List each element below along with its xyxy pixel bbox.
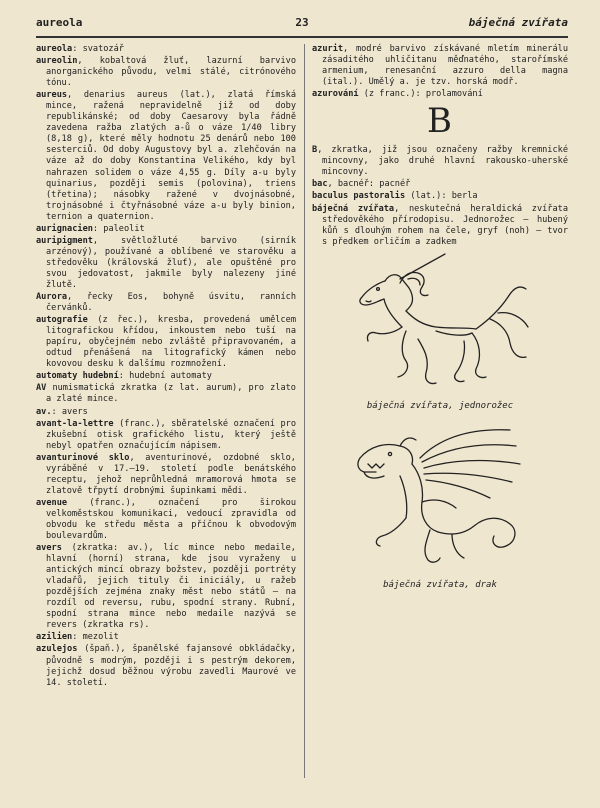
running-head-left: aureola	[36, 16, 83, 29]
entry-definition: numismatická zkratka (z lat. aurum), pro zlato a zlaté mince.	[46, 383, 296, 405]
dictionary-entry	[36, 371, 296, 382]
entry-headword: baculus pastoralis	[312, 191, 406, 202]
entry-definition: : svatozář	[72, 44, 124, 54]
entry-definition: (lat.): berla	[405, 191, 478, 202]
entry-definition: (franc.), sběratelské označení pro zkušební otisk grafického listu, který ještě nebyl opatřen označujícím nápisem.	[46, 418, 296, 451]
right-entries-bottom	[312, 145, 568, 247]
entry-headword: aurignacien	[36, 223, 93, 234]
dictionary-entry	[312, 44, 568, 88]
entry-headword: azulejos	[36, 644, 78, 655]
entry-headword: bac	[312, 179, 328, 190]
entry-headword: avenue	[36, 497, 68, 508]
entry-headword: azurování	[312, 89, 359, 100]
dictionary-entry	[36, 383, 296, 405]
entry-headword: avant-la-lettre	[36, 418, 114, 429]
entry-headword: báječná zvířata	[312, 203, 395, 214]
dictionary-entry	[36, 236, 296, 291]
dictionary-entry	[36, 543, 296, 631]
entry-headword: autografie	[36, 315, 88, 326]
entry-headword: aureola	[36, 44, 73, 54]
dictionary-entry	[36, 44, 296, 55]
right-entries-top	[312, 44, 568, 100]
entry-definition: : avers	[51, 406, 88, 417]
entry-headword: automaty hudební	[36, 371, 119, 382]
unicorn-caption: báječná zvířata, jednorožec	[366, 400, 514, 411]
dictionary-entry	[36, 419, 296, 452]
entry-headword: aureus	[36, 90, 68, 101]
entry-headword: av.	[36, 406, 52, 417]
entry-headword: Aurora	[36, 292, 68, 303]
dictionary-entry	[36, 407, 296, 418]
column-divider	[304, 44, 305, 778]
dictionary-entry	[312, 179, 568, 190]
entry-headword: aureolin	[36, 56, 78, 67]
header-rule	[36, 36, 568, 38]
entry-definition: (z řec.), kresba, provedená umělcem litografickou křídou, inkoustem nebo tuší na papíru, obyčejném nebo zvláště připravovaném, a odtud přenášená na litografický kámen nebo kovovou desku k dalšímu rozmnožení.	[46, 315, 296, 370]
entry-headword: avers	[36, 543, 62, 554]
page-number: 23	[295, 16, 309, 29]
entry-definition: , řecky Eos, bohyně úsvitu, ranních červánků.	[46, 292, 296, 314]
unicorn-illustration	[340, 249, 540, 399]
running-head-right: báječná zvířata	[468, 16, 568, 29]
dictionary-entry	[36, 90, 296, 223]
dictionary-entry	[36, 315, 296, 370]
section-letter: B	[427, 101, 453, 142]
dictionary-entry	[36, 292, 296, 314]
dictionary-entry	[36, 644, 296, 688]
entry-definition: : hudební automaty	[118, 371, 212, 382]
dictionary-entry	[36, 224, 296, 235]
entry-definition: (z franc.): prolamování	[358, 89, 483, 100]
dictionary-entry	[36, 632, 296, 643]
entry-headword: B	[312, 145, 318, 156]
dictionary-entry	[312, 191, 568, 202]
entry-definition: , kobaltová žluť, lazurní barvivo anorganického původu, velmi stálé, citrónového tónu.	[46, 56, 296, 89]
dictionary-entry	[312, 89, 568, 100]
dictionary-entry	[36, 56, 296, 89]
left-column	[36, 44, 296, 690]
dragon-caption: báječná zvířata, drak	[383, 579, 497, 590]
entry-definition: : mezolit	[72, 632, 119, 643]
dictionary-entry	[36, 453, 296, 497]
entry-definition: , neskutečná heraldická zvířata středověkého přírodopisu. Jednorožec — hubený kůň s dlouhým rohem na čele, gryf (noh) — tvor s předkem orličím a zadkem	[322, 203, 568, 247]
entry-definition: (franc.), označení pro širokou velkoměstskou komunikaci, vedoucí zpravidla od obvodu ke středu města a příčnou k obvodovým boulevardům.	[46, 497, 296, 542]
entry-headword: azurit	[312, 44, 344, 54]
dragon-illustration	[340, 418, 540, 578]
entry-definition: , modré barvivo získávané mletím minerálu zásaditého uhličitanu měďnatého, starořímské armenium, renesanční azzuro della magna (ital.). Umělý a. je tzv. horská modř.	[322, 44, 568, 88]
entry-definition: (špaň.), španělské fajansové obkládačky, původně s modrým, později i s pestrým dekorem, jejichž dosud běžnou výrobu zavedli Maurové ve 14. století.	[46, 644, 296, 688]
right-column	[312, 44, 568, 597]
entry-headword: avanturinové sklo	[36, 452, 130, 463]
dictionary-entry	[36, 498, 296, 542]
dictionary-entry	[312, 204, 568, 248]
page-header	[36, 16, 568, 36]
dictionary-entry	[312, 145, 568, 178]
entry-definition: , aventurinové, ozdobné sklo, vyráběné v 17.—19. století podle benátského receptu, jehož neprůhledná mramorová hmota se zlatově třpytí drobnými šupinkami mědi.	[46, 452, 296, 496]
entry-definition: , bacnéř: pacnéř	[327, 179, 411, 190]
entry-headword: auripigment	[36, 235, 93, 246]
entry-headword: azilien	[36, 632, 73, 643]
entry-definition: , zkratka, již jsou označeny ražby kremnické mincovny, jako druhé hlavní rakousko-uherské mincovny.	[317, 145, 568, 178]
entry-definition: , světložluté barvivo (sirník arzénový), používané a oblíbené ve starověku a středověku (královská žluť), ale opuštěné pro svou jedovatost, jakmile byly nalezeny jiné žlutě.	[46, 235, 296, 290]
entry-definition: : paleolit	[92, 223, 145, 234]
entry-headword: AV	[36, 383, 47, 394]
entry-definition: (zkratka: av.), líc mince nebo medaile, hlavní (horní) strana, kde jsou vyraženy u antických mincí obrazy božstev, později portréty vladařů, jejich tituly či iniciály, u ražeb pozdějších zejména znaky měst nebo států — na rozdíl od reversu, rubu, spodní strany. Rubní, spodní strana mince nebo medaile nazývá se revers (zkratka rs).	[46, 543, 296, 631]
entry-definition: , denarius aureus (lat.), zlatá římská mince, ražená nepravidelně již od doby republikánské; od doby Caesarovy byla řádně zavedena ražba zlatých a-ů o váze 1/40 libry (8,18 g), které měly hodnotu 25 denárů nebo 100 sesterciů. Od doby Augustovy byl a. zlehčován na váze až do doby Konstantina Velikého, kdy byl nahrazen solidem o váze 4,55 g. Díly a-u byly quinarius, později semis (polovina), triens (třetina); násobky ražené v dvojnásobné, trojnásobné i čtyřnásobné váze a-u byly binion, ternion a quaternion.	[46, 90, 296, 222]
